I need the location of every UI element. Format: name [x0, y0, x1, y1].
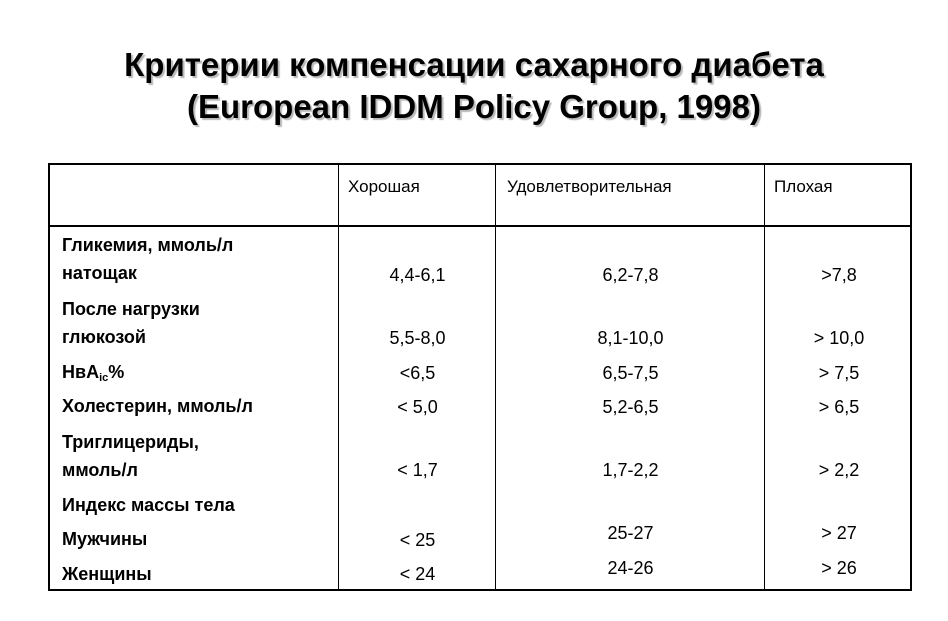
value-triglycerides-satisfactory: 1,7-2,2 [602, 460, 659, 480]
label-hba1c [62, 361, 124, 389]
value-hba1c-satisfactory: 6,5-7,5 [602, 363, 659, 383]
value-women-poor: > 26 [821, 558, 857, 578]
column-divider-3 [764, 165, 765, 589]
header-satisfactory: Удовлетворительная [507, 177, 672, 196]
label-hba1c-main: НвА [62, 362, 100, 382]
label-bmi: Индекс массы тела [62, 495, 235, 515]
label-triglycerides-unit: ммоль/л [62, 460, 138, 480]
value-women-good: < 24 [399, 564, 436, 584]
title-line-2: (European IDDM Policy Group, 1998) [187, 88, 761, 125]
page-title [0, 44, 948, 128]
value-triglycerides-poor: > 2,2 [818, 460, 860, 480]
value-men-poor: > 27 [821, 523, 857, 543]
label-fasting: натощак [62, 263, 137, 283]
header-good: Хорошая [348, 177, 420, 196]
title-line-1: Критерии компенсации сахарного диабета [124, 46, 824, 83]
label-glycemia: Гликемия, ммоль/л [62, 235, 234, 255]
value-fasting-good: 4,4-6,1 [389, 265, 446, 285]
label-men: Мужчины [62, 529, 148, 549]
label-after-load: После нагрузки [62, 299, 200, 319]
value-cholesterol-good: < 5,0 [397, 397, 438, 417]
header-divider [50, 225, 910, 227]
label-hba1c-suffix: % [108, 362, 125, 382]
value-fasting-satisfactory: 6,2-7,8 [602, 265, 659, 285]
value-fasting-poor: >7,8 [821, 265, 857, 285]
column-divider-1 [338, 165, 339, 589]
value-after-load-satisfactory: 8,1-10,0 [597, 328, 664, 348]
column-divider-2 [495, 165, 496, 589]
value-cholesterol-satisfactory: 5,2-6,5 [602, 397, 659, 417]
value-after-load-poor: > 10,0 [813, 328, 865, 348]
label-glucose: глюкозой [62, 327, 146, 347]
value-triglycerides-good: < 1,7 [397, 460, 438, 480]
value-women-satisfactory: 24-26 [607, 558, 654, 578]
value-hba1c-good: <6,5 [399, 363, 436, 383]
value-after-load-good: 5,5-8,0 [389, 328, 446, 348]
label-women: Женщины [62, 564, 152, 584]
value-hba1c-poor: > 7,5 [818, 363, 860, 383]
value-cholesterol-poor: > 6,5 [818, 397, 860, 417]
criteria-table [48, 163, 912, 591]
label-triglycerides: Триглицериды, [62, 432, 199, 452]
label-hba1c-sub: ic [99, 372, 109, 384]
value-men-good: < 25 [399, 530, 436, 550]
label-cholesterol: Холестерин, ммоль/л [62, 396, 253, 416]
value-men-satisfactory: 25-27 [607, 523, 654, 543]
header-poor: Плохая [774, 177, 833, 196]
